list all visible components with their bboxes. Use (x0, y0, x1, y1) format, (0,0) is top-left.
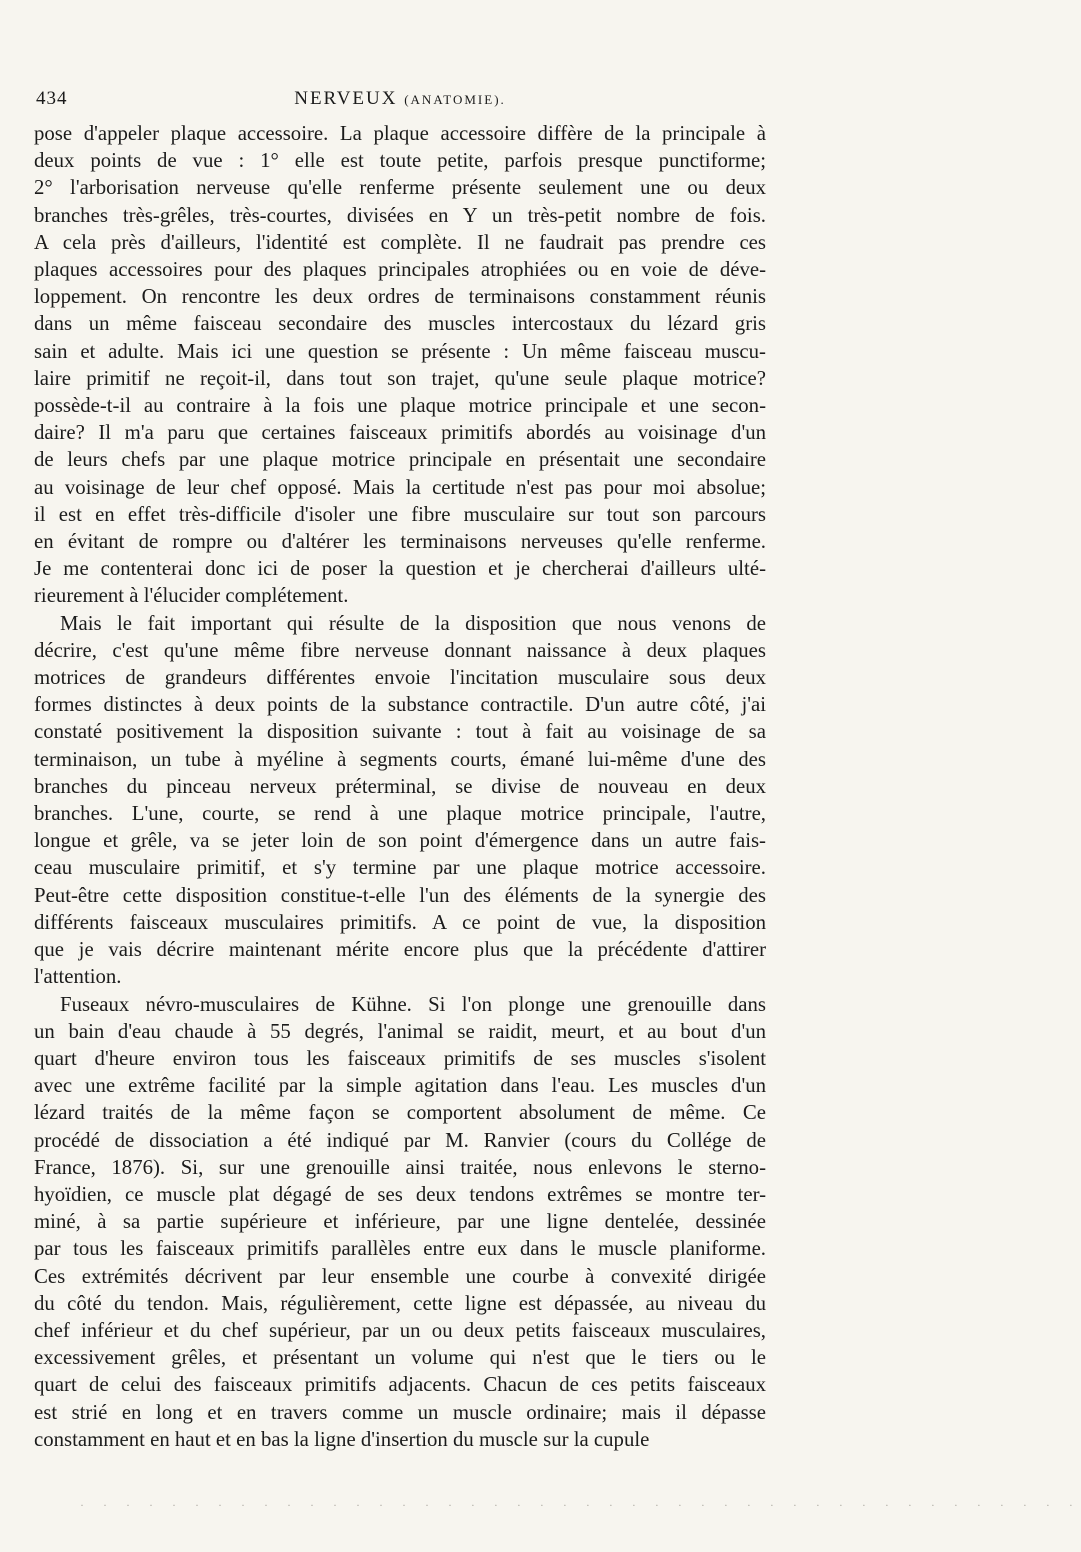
running-header (36, 84, 764, 114)
text-line: rieurement à l'élucider complétement. (34, 584, 349, 608)
text-line: avec une extrême facilité par la simple agitation dans l'eau. Les muscles d'un (34, 1074, 766, 1098)
text-line: pose d'appeler plaque accessoire. La plaque accessoire diffère de la principale à (34, 122, 766, 145)
text-line: possède-t-il au contraire à la fois une plaque motrice principale et une secon- (34, 394, 766, 418)
page-bottom-speckle: · · · · · · · · · · · · · · · · · · · · · · · · · · · · · · · · · · · · · · · · · · · · (80, 1498, 1081, 1512)
text-line: au voisinage de leur chef opposé. Mais la certitude n'est pas pour moi absolue; (34, 475, 766, 499)
text-line: il est en effet très-difficile d'isoler une fibre musculaire sur tout son parcours (34, 502, 766, 526)
text-line: décrire, c'est qu'une même fibre nerveuse donnant naissance à deux plaques (34, 638, 766, 662)
text-line: Je me contenterai donc ici de poser la question et je chercherai d'ailleurs ulté- (34, 557, 766, 581)
text-line: branches. L'une, courte, se rend à une plaque motrice principale, l'autre, (34, 802, 766, 826)
text-line: formes distinctes à deux points de la substance contractile. D'un autre côté, j'ai (34, 693, 766, 717)
text-line: constaté positivement la disposition suivante : tout à fait au voisinage de sa (34, 720, 766, 744)
text-line: Peut-être cette disposition constitue-t-elle l'un des éléments de la synergie des (34, 883, 766, 907)
paragraph (34, 610, 766, 991)
text-line: différents faisceaux musculaires primitifs. A ce point de vue, la disposition (34, 910, 766, 934)
text-line: miné, à sa partie supérieure et inférieure, par une ligne dentelée, dessinée (34, 1210, 766, 1234)
text-line: deux points de vue : 1° elle est toute petite, parfois presque punctiforme; (34, 149, 766, 173)
text-line: sain et adulte. Mais ici une question se présente : Un même faisceau muscu- (34, 339, 766, 363)
text-line: Mais le fait important qui résulte de la disposition que nous venons de (60, 611, 766, 635)
paragraph (34, 120, 766, 610)
text-line: motrices de grandeurs différentes envoie l'incitation musculaire sous deux (34, 666, 766, 690)
text-line: procédé de dissociation a été indiqué par M. Ranvier (cours du Collége de (34, 1128, 766, 1152)
text-line: Fuseaux névro-musculaires de Kühne. Si l'on plonge une grenouille dans (60, 992, 766, 1016)
text-line: ceau musculaire primitif, et s'y termine par une plaque motrice accessoire. (34, 856, 766, 880)
body-text (34, 120, 766, 1453)
running-title-paren: (ANATOMIE). (404, 92, 506, 107)
text-line: par tous les faisceaux primitifs parallèles entre eux dans le muscle planiforme. (34, 1237, 766, 1261)
text-line: un bain d'eau chaude à 55 degrés, l'animal se raidit, meurt, et au bout d'un (34, 1019, 766, 1043)
text-line: en évitant de rompre ou d'altérer les terminaisons nerveuses qu'elle renferme. (34, 530, 766, 554)
text-line: du côté du tendon. Mais, régulièrement, cette ligne est dépassée, au niveau du (34, 1291, 766, 1315)
running-title (36, 88, 764, 110)
running-title-main: NERVEUX (294, 88, 398, 109)
text-line: constamment en haut et en bas la ligne d'insertion du muscle sur la cupule (34, 1427, 650, 1451)
text-line: quart de celui des faisceaux primitifs adjacents. Chacun de ces petits faisceaux (34, 1373, 766, 1397)
text-line: que je vais décrire maintenant mérite encore plus que la précédente d'attirer (34, 938, 766, 962)
text-line: excessivement grêles, et présentant un volume qui n'est que le tiers ou le (34, 1346, 766, 1370)
text-line: hyoïdien, ce muscle plat dégagé de ses deux tendons extrêmes se montre ter- (34, 1182, 766, 1206)
text-line: A cela près d'ailleurs, l'identité est complète. Il ne faudrait pas prendre ces (34, 230, 766, 254)
text-line: France, 1876). Si, sur une grenouille ainsi traitée, nous enlevons le sterno- (34, 1155, 766, 1179)
text-line: chef inférieur et du chef supérieur, par un ou deux petits faisceaux musculaires, (34, 1318, 766, 1342)
page-number: 434 (36, 88, 68, 109)
text-line: Ces extrémités décrivent par leur ensemble une courbe à convexité dirigée (34, 1264, 766, 1288)
paragraph (34, 991, 766, 1453)
text-line: terminaison, un tube à myéline à segments courts, émané lui-même d'une des (34, 747, 766, 771)
text-line: plaques accessoires pour des plaques principales atrophiées ou en voie de déve- (34, 258, 766, 282)
text-line: l'attention. (34, 965, 122, 989)
text-line: est strié en long et en travers comme un muscle ordinaire; mais il dépasse (34, 1400, 766, 1424)
text-line: lézard traités de la même façon se comportent absolument de même. Ce (34, 1101, 766, 1125)
text-line: loppement. On rencontre les deux ordres de terminaisons constamment réunis (34, 285, 766, 309)
text-line: dans un même faisceau secondaire des muscles intercostaux du lézard gris (34, 312, 766, 336)
text-line: 2° l'arborisation nerveuse qu'elle renferme présente seulement une ou deux (34, 176, 766, 200)
text-line: daire? Il m'a paru que certaines faisceaux primitifs abordés au voisinage d'un (34, 421, 766, 445)
text-line: longue et grêle, va se jeter loin de son point d'émergence dans un autre fais- (34, 829, 766, 853)
text-line: quart d'heure environ tous les faisceaux primitifs de ses muscles s'isolent (34, 1046, 766, 1070)
text-line: branches du pinceau nerveux préterminal, se divise de nouveau en deux (34, 774, 766, 798)
text-line: branches très-grêles, très-courtes, divisées en Y un très-petit nombre de fois. (34, 203, 766, 227)
text-line: laire primitif ne reçoit-il, dans tout son trajet, qu'une seule plaque motrice? (34, 366, 766, 390)
text-line: de leurs chefs par une plaque motrice principale en présentait une secondaire (34, 448, 766, 472)
